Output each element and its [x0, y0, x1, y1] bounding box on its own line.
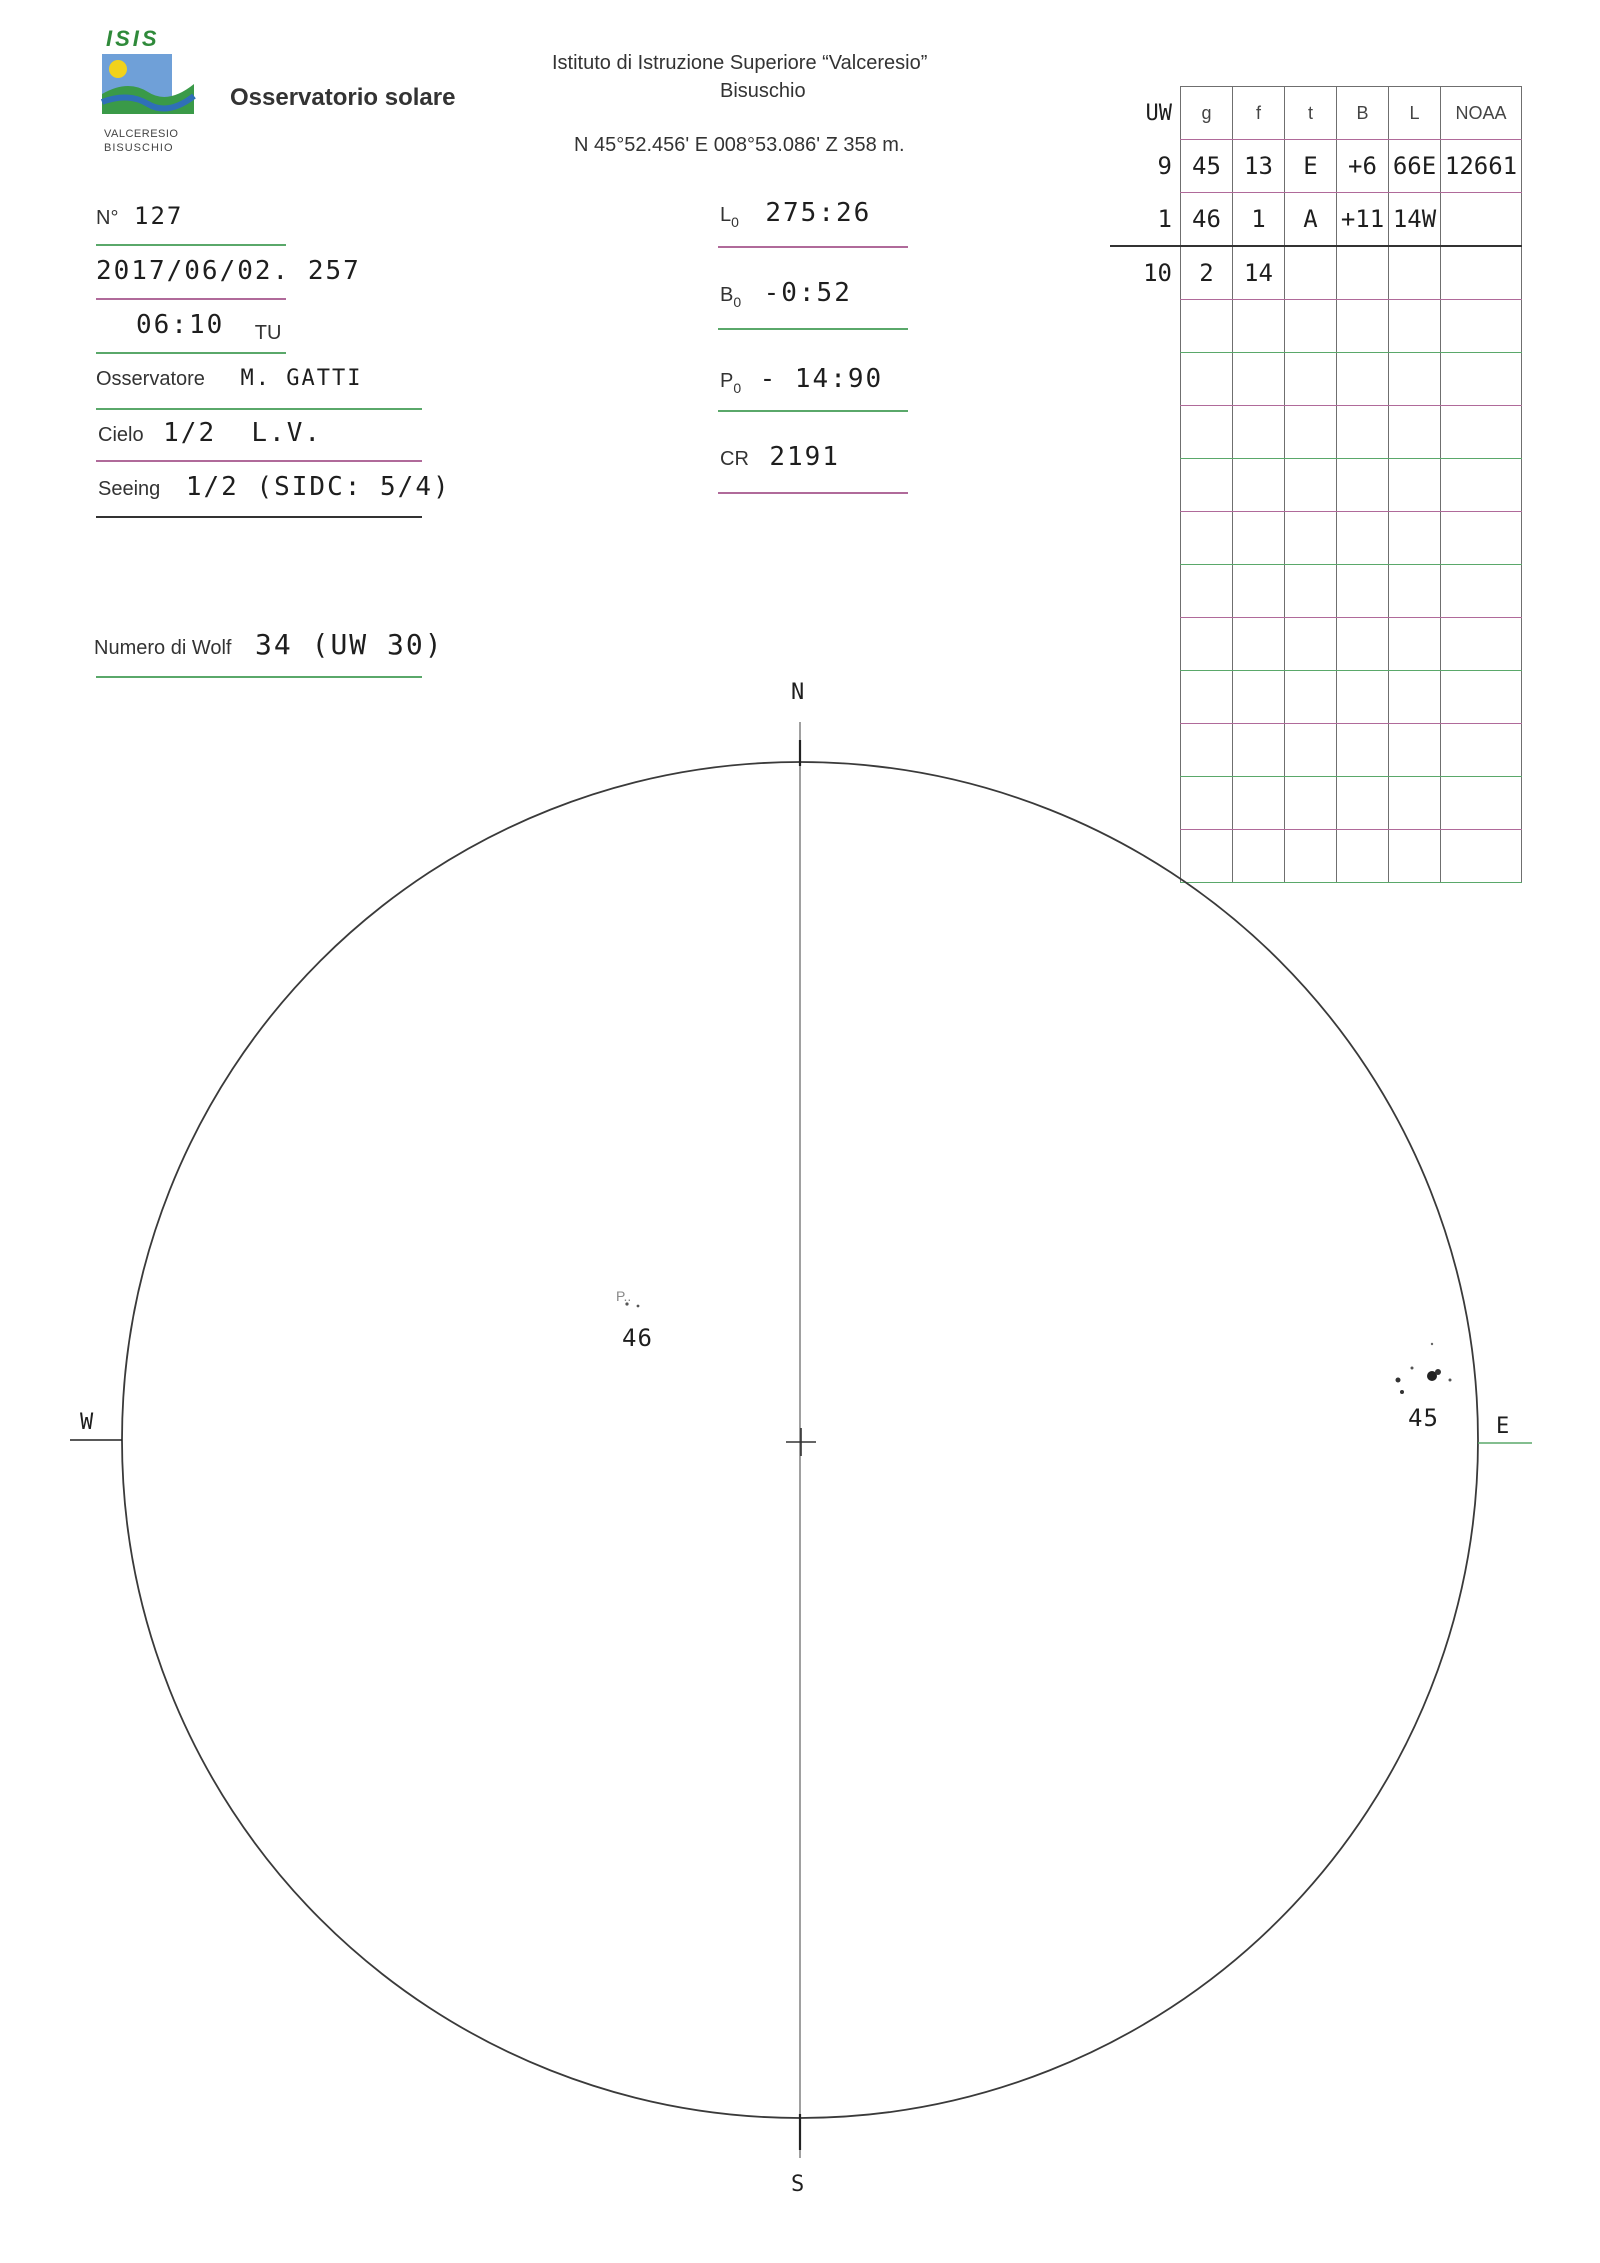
- cell-g: 46: [1181, 193, 1233, 247]
- sunspot-group-45: [1396, 1343, 1452, 1394]
- p0-subscript: 0: [733, 380, 742, 396]
- cell-g: 45: [1181, 140, 1233, 193]
- cell-b: +6: [1337, 140, 1389, 193]
- cell-b: B: [1337, 87, 1389, 140]
- cell-noaa: NOAA: [1441, 87, 1522, 140]
- observer-value: M. GATTI: [240, 366, 363, 391]
- b0-value: -0:52: [763, 278, 852, 308]
- cell-f: 1: [1233, 193, 1285, 247]
- logo-name: ISIS: [106, 26, 160, 51]
- time-value: 06:10: [136, 310, 225, 340]
- cell-g: 2: [1181, 246, 1233, 300]
- cell-l: 66E: [1389, 140, 1441, 193]
- cell-b: +11: [1337, 193, 1389, 247]
- institute-town: Bisuschio: [720, 80, 806, 102]
- cell-f: f: [1233, 87, 1285, 140]
- number-value: 127: [134, 202, 184, 230]
- wolf-label: Numero di Wolf: [94, 637, 232, 659]
- cr-value: 2191: [769, 442, 840, 472]
- group-45-label: 45: [1408, 1404, 1439, 1432]
- cell-t: A: [1285, 193, 1337, 247]
- observatory-coordinates: N 45°52.456' E 008°53.086' Z 358 m.: [574, 134, 905, 156]
- time-unit: TU: [254, 322, 282, 344]
- b0-subscript: 0: [733, 294, 742, 310]
- number-label: N°: [96, 207, 119, 229]
- cell-l: L: [1389, 87, 1441, 140]
- logo-caption-line2: BISUSCHIO: [104, 142, 174, 154]
- wolf-value: 34 (UW 30): [255, 628, 444, 661]
- cell-uw: UW: [1145, 100, 1172, 126]
- l0-subscript: 0: [731, 214, 739, 230]
- cell-g: g: [1181, 87, 1233, 140]
- l0-value: 275:26: [765, 198, 872, 228]
- observer-label: Osservatore: [96, 368, 205, 390]
- seeing-value: 1/2 (SIDC: 5/4): [185, 472, 451, 502]
- institute-name: Istituto di Istruzione Superiore “Valceresio”: [552, 52, 928, 74]
- cell-uw: 10: [1110, 246, 1181, 300]
- cell-uw: 9: [1157, 152, 1172, 180]
- cell-uw: 1: [1157, 204, 1172, 233]
- p0-value: - 14:90: [759, 364, 884, 394]
- logo-caption-line1: VALCERESIO: [104, 128, 179, 140]
- north-label: N: [791, 680, 805, 705]
- west-label: W: [80, 1410, 94, 1435]
- cell-l: 14W: [1389, 193, 1441, 247]
- cell-t: t: [1285, 87, 1337, 140]
- cell-f: 13: [1233, 140, 1285, 193]
- group-46-label: 46: [622, 1324, 653, 1352]
- cell-t: E: [1285, 140, 1337, 193]
- seeing-label: Seeing: [98, 478, 161, 500]
- observatory-title: Osservatorio solare: [230, 84, 456, 111]
- sky-value: 1/2 L.V.: [163, 418, 323, 448]
- date-value: 2017/06/02. 257: [96, 256, 361, 286]
- cell-noaa: 12661: [1441, 140, 1522, 193]
- cr-label: CR: [720, 448, 749, 470]
- cell-f: 14: [1233, 246, 1285, 300]
- sky-label: Cielo: [98, 424, 144, 446]
- east-label: E: [1496, 1414, 1510, 1439]
- south-label: S: [791, 2172, 805, 2197]
- l0-label: L: [720, 204, 732, 226]
- p0-label: P: [720, 370, 734, 392]
- b0-label: B: [720, 284, 734, 306]
- group-46-marker: P..: [616, 1288, 632, 1304]
